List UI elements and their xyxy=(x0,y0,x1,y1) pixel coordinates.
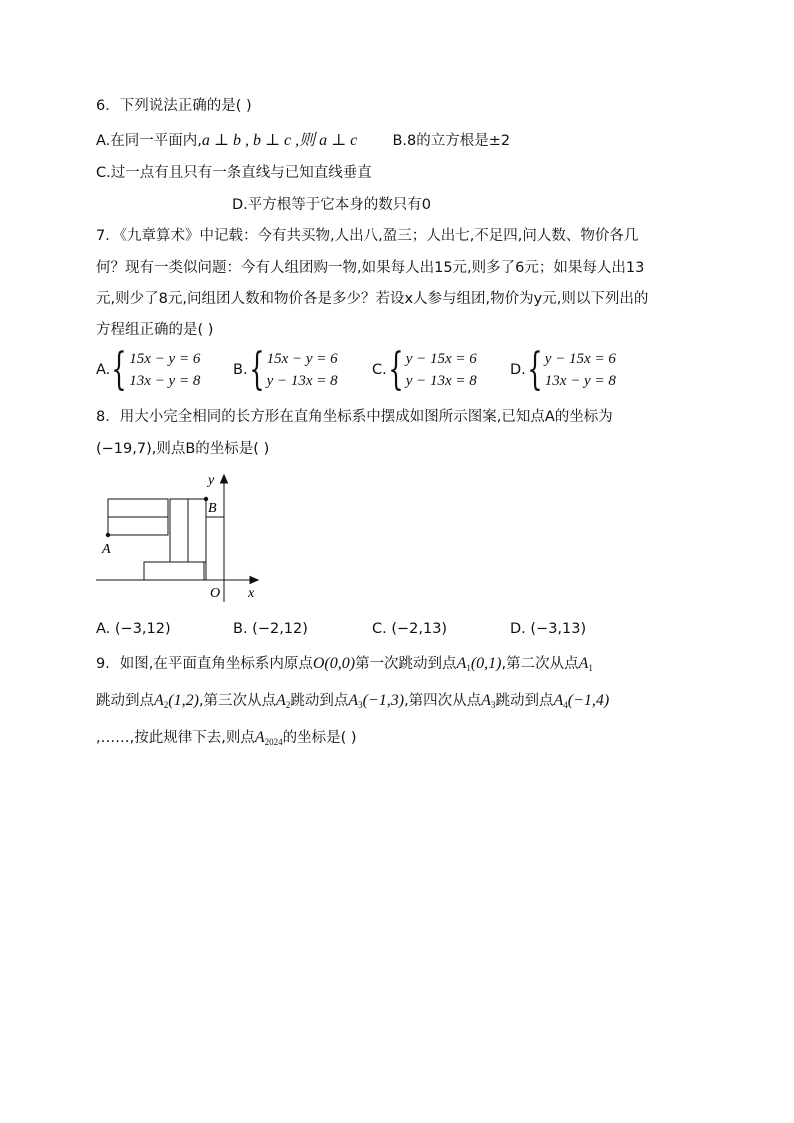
q7-line-3: 元,则少了8元,问组团人数和物价各是多少？若设x人参与组团,物价为y元,则以下列出的 xyxy=(96,291,649,307)
rectangle-h2 xyxy=(108,517,168,535)
q9-text: 跳动到点 xyxy=(495,693,554,709)
q7-option-b-row-2: y − 13x = 8 xyxy=(266,373,338,389)
q7-line-2: 何？现有一类似问题：今有人组团购一物,如果每人出15元,则多了6元；如果每人出13 xyxy=(96,260,645,276)
rectangle-v2 xyxy=(188,499,206,562)
q9-text: ,第四次从点 xyxy=(404,693,482,709)
q9-math-a: A xyxy=(276,692,286,709)
q9-math-sub: 4 xyxy=(563,700,568,710)
q7-option-d-row-1: y − 15x = 6 xyxy=(544,351,616,367)
q9-math-sub: 3 xyxy=(490,700,496,710)
q8-line-2: (−19,7),则点B的坐标是( ) xyxy=(96,441,270,457)
rectangle-v3 xyxy=(206,517,224,580)
q9-text: ,第二次从点 xyxy=(501,656,579,672)
label-y: y xyxy=(208,473,215,488)
q7-option-b xyxy=(233,344,338,395)
point-a xyxy=(106,533,110,537)
q9-line-3 xyxy=(96,728,357,752)
q9-text: ,第三次从点 xyxy=(198,693,277,709)
q9-math-a: A xyxy=(456,655,467,672)
label-x: x xyxy=(248,586,255,601)
q9-text: 跳动到点 xyxy=(290,693,349,709)
q7-option-d-row-2: 13x − y = 8 xyxy=(544,373,616,389)
q7-option-a-label: A. xyxy=(96,362,111,378)
brace-icon: { xyxy=(111,344,127,395)
q7-option-d-label: D. xyxy=(510,362,526,378)
q6-option-a-b xyxy=(96,131,510,151)
q6-option-a-prefix: A.在同一平面内, xyxy=(96,133,202,149)
q8-figure xyxy=(90,468,270,608)
q9-text: 的坐标是( ) xyxy=(282,730,357,746)
q9-math-sub: 3 xyxy=(358,700,363,710)
q6-option-b: B.8的立方根是±2 xyxy=(392,133,511,149)
q9-math-a: A xyxy=(254,729,265,746)
q7-option-b-label: B. xyxy=(233,362,248,378)
q9-math-a: A xyxy=(578,655,589,672)
q9-math-sub: 2 xyxy=(285,700,291,710)
q9-text: ,……,按此规律下去,则点 xyxy=(96,730,255,746)
q7-line-4: 方程组正确的是( ) xyxy=(96,322,214,338)
q9-math-sub: 2 xyxy=(163,700,169,710)
q9-text: 第一次跳动到点 xyxy=(355,656,457,672)
q9-math-coord: (0,1) xyxy=(470,655,502,672)
q8-line-1: 8．用大小完全相同的长方形在直角坐标系中摆成如图所示图案,已知点A的坐标为 xyxy=(96,409,613,425)
q9-math-a: A xyxy=(348,692,359,709)
q9-math-sub: 2024 xyxy=(264,737,283,747)
q9-math-sub: 1 xyxy=(588,663,593,673)
rectangle-v1 xyxy=(170,499,188,562)
q7-option-c xyxy=(372,344,477,395)
q9-line-2 xyxy=(96,691,609,715)
q7-option-c-label: C. xyxy=(372,362,387,378)
q9-math-a: A xyxy=(154,692,164,709)
q7-option-a-row-2: 13x − y = 8 xyxy=(129,373,201,389)
q8-option-a: A. (−3,12) xyxy=(96,621,171,637)
q9-math-a: A xyxy=(481,692,491,709)
q7-option-d xyxy=(510,344,616,395)
q9-math-coord: (−1,3) xyxy=(362,692,405,709)
q7-option-c-row-2: y − 13x = 8 xyxy=(405,373,477,389)
q6-stem: 6．下列说法正确的是( ) xyxy=(96,98,252,114)
q9-math-sub: 1 xyxy=(466,663,471,673)
q6-option-c: C.过一点有且只有一条直线与已知直线垂直 xyxy=(96,165,372,181)
q9-math-o: O(0,0) xyxy=(312,655,356,672)
y-axis-arrow-icon xyxy=(221,475,228,483)
q6-option-a-math: a ⊥ b , b ⊥ c ,则 a ⊥ c xyxy=(201,132,358,149)
q9-line-1 xyxy=(96,654,593,678)
q7-option-a xyxy=(96,344,201,395)
rectangle-h1 xyxy=(108,499,168,517)
q9-text: 9．如图,在平面直角坐标系内原点 xyxy=(96,656,313,672)
q7-line-1: 7．《九章算术》中记载：今有共买物,人出八,盈三；人出七,不足四,问人数、物价各几 xyxy=(96,228,639,244)
q6-option-d: D.平方根等于它本身的数只有0 xyxy=(232,197,431,213)
label-o: O xyxy=(210,586,221,601)
q9-math-coord: (−1,4) xyxy=(567,692,610,709)
q9-math-a: A xyxy=(553,692,564,709)
q9-text: 跳动到点 xyxy=(96,693,154,709)
x-axis-arrow-icon xyxy=(250,577,258,584)
q7-option-a-row-1: 15x − y = 6 xyxy=(129,351,201,367)
brace-icon: { xyxy=(388,344,404,395)
q7-option-c-row-1: y − 15x = 6 xyxy=(405,351,477,367)
q8-option-b: B. (−2,12) xyxy=(233,621,308,637)
rectangle-h3 xyxy=(144,562,204,580)
q8-option-c: C. (−2,13) xyxy=(372,621,448,637)
label-b: B xyxy=(208,501,217,516)
brace-icon: { xyxy=(248,344,265,395)
brace-icon: { xyxy=(527,344,543,395)
q7-option-b-row-1: 15x − y = 6 xyxy=(266,351,338,367)
q8-option-d: D. (−3,13) xyxy=(510,621,587,637)
q9-math-coord: (1,2) xyxy=(168,692,199,709)
label-a: A xyxy=(102,542,111,557)
